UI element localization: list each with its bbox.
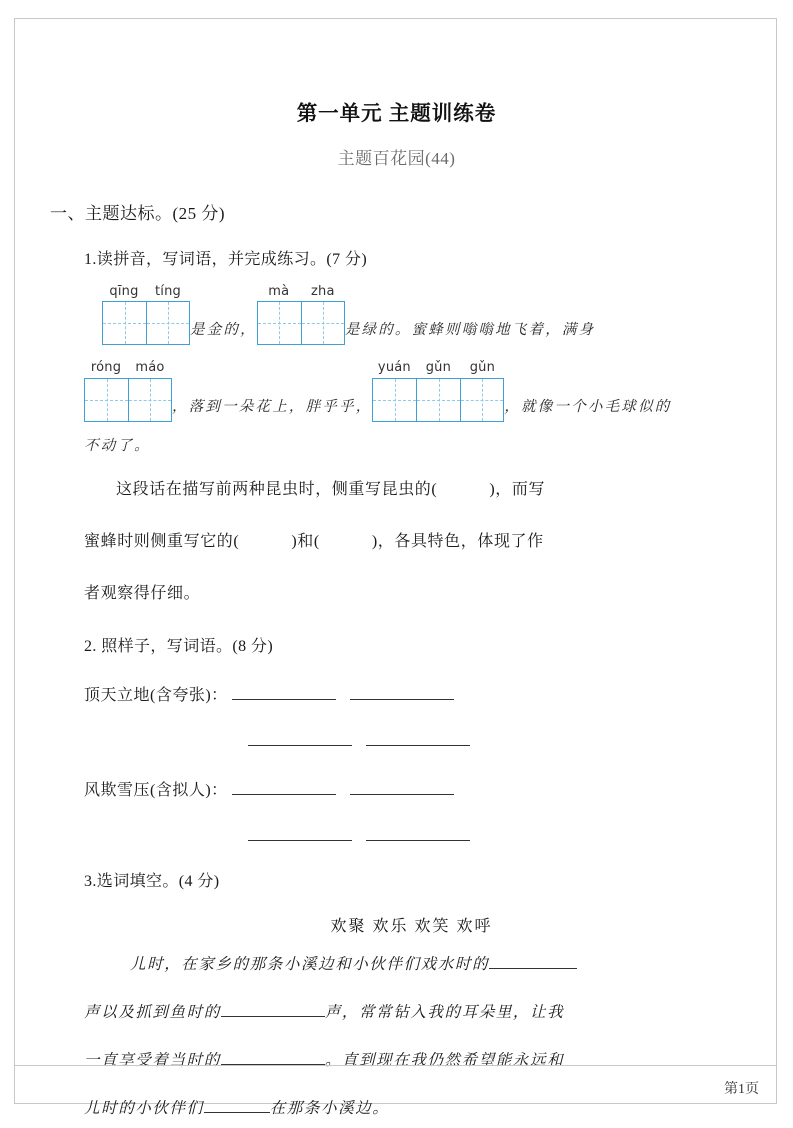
answer-blank[interactable] [248,729,352,746]
answer-blank[interactable] [366,729,470,746]
q1-text-after-3: ，落到一朵花上，胖乎乎， [172,398,373,415]
q1-grid-line-1 [102,285,731,345]
answer-blank[interactable] [221,1048,325,1065]
q3-word-bank: 欢聚 欢乐 欢笑 欢呼 [330,917,493,935]
tianzige-cell[interactable] [257,301,301,345]
tianzige-cell[interactable] [128,378,172,422]
footer-divider [14,1065,777,1066]
q3-text-2: 声以及抓到鱼时的 [84,1003,221,1021]
q3-text-5: 。直到现在我仍然希望能永远和 [324,1051,565,1069]
q2-row-1-extra [248,729,731,751]
tianzige-cell[interactable] [102,301,146,345]
pinyin-syllable: mà [268,284,290,299]
question-3-prompt: 3.选词填空。(4 分) [84,872,220,890]
pinyin-label-row [102,285,190,299]
question-2-prompt: 2. 照样子，写词语。(8 分) [84,637,274,655]
pinyin-label-row [372,361,504,375]
pinyin-syllable: tíng [154,284,181,299]
q1-text-tail: 不动了。 [84,437,151,454]
q3-cloze-line-3 [84,1042,731,1080]
pinyin-block-mazha [257,285,345,345]
q1-explain-text-a: 这段话在描写前两种昆虫时，侧重写昆虫的( [116,480,438,498]
q1-grid-line-2 [84,361,731,421]
section-heading: 一、主题达标。(25 分) [50,204,226,223]
tianzige-cell[interactable] [372,378,416,422]
q1-explain-text-b: )，而写 [489,480,546,498]
q3-text-1: 儿时，在家乡的那条小溪边和小伙伴们戏水时的 [130,955,490,973]
q1-explain-line-3: 者观察得仔细。 [84,584,201,602]
pinyin-block-rongmao [84,361,172,421]
answer-blank[interactable] [221,1000,325,1017]
pinyin-block-yuangungun [372,361,504,421]
footer-page-number: 第1页 [724,1082,759,1097]
tianzige-grid[interactable] [102,301,190,345]
answer-blank[interactable] [350,778,454,795]
q1-explain-line-1 [84,473,731,507]
q3-cloze-line-2 [84,994,731,1032]
q1-explain-text-d: )和( [291,532,320,550]
q2-row-2 [84,777,731,800]
q1-explain-text-e: )，各具特色，体现了作 [371,532,544,550]
pinyin-label-row [84,361,172,375]
q3-text-3: 声，常常钻入我的耳朵里，让我 [324,1003,565,1021]
pinyin-syllable: gǔn [425,360,452,376]
pinyin-label-row [257,285,345,299]
answer-blank[interactable] [248,824,352,841]
pinyin-block-qingting [102,285,190,345]
q2-row-2-label: 风欺雪压(含拟人)： [84,781,228,799]
q3-cloze-line-1 [84,946,731,984]
pinyin-syllable: zha [310,284,335,299]
pinyin-syllable: róng [90,360,122,376]
pinyin-syllable: gǔn [469,360,496,376]
tianzige-cell[interactable] [416,378,460,422]
q2-row-1-label: 顶天立地(含夸张)： [84,686,228,704]
answer-blank[interactable] [366,824,470,841]
pinyin-syllable: yuán [377,360,411,376]
answer-blank[interactable] [204,1096,270,1113]
q1-explain-text-c: 蜜蜂时则侧重写它的( [84,532,240,550]
q1-explain-line-2 [84,525,731,559]
q1-text-after-2: 是绿的。蜜蜂则嗡嗡地飞着，满身 [344,322,596,339]
tianzige-grid[interactable] [372,378,504,422]
tianzige-cell[interactable] [460,378,504,422]
answer-blank[interactable] [350,683,454,700]
pinyin-syllable: qīng [109,284,139,299]
answer-blank[interactable] [232,778,336,795]
q1-text-after-4: ，就像一个小毛球似的 [504,398,672,415]
page-title: 第一单元 主题训练卷 [296,103,497,125]
q2-row-2-extra [248,824,731,846]
question-1-prompt: 1.读拼音，写词语，并完成练习。(7 分) [84,251,368,268]
tianzige-cell[interactable] [301,301,345,345]
q1-text-after-1: 是金的， [190,322,257,339]
tianzige-grid[interactable] [257,301,345,345]
pinyin-syllable: máo [135,360,165,376]
answer-blank[interactable] [232,683,336,700]
tianzige-cell[interactable] [84,378,128,422]
q2-row-1 [84,682,731,705]
q3-text-6: 儿时的小伙伴们 [84,1099,204,1117]
tianzige-cell[interactable] [146,301,190,345]
page-subtitle: 主题百花园(44) [337,149,456,168]
tianzige-grid[interactable] [84,378,172,422]
answer-blank[interactable] [489,952,577,969]
q3-text-7: 在那条小溪边。 [269,1099,390,1117]
q3-text-4: 一直享受着当时的 [84,1051,221,1069]
